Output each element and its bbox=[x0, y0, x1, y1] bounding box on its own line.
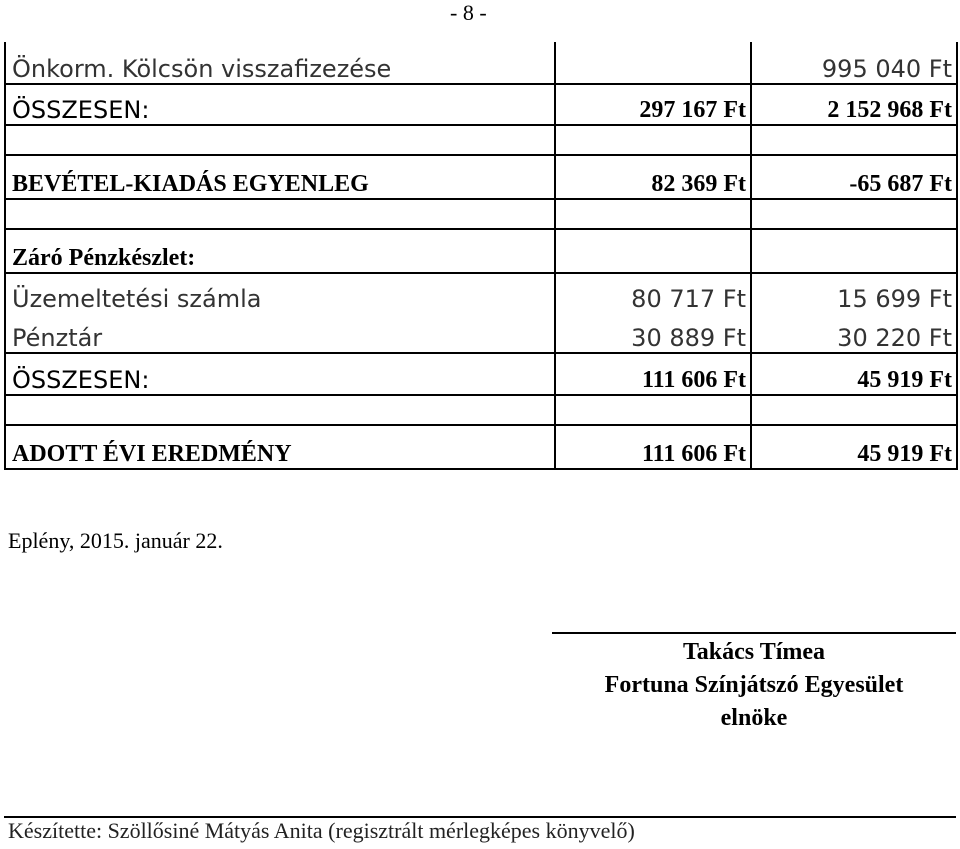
place-and-date: Eplény, 2015. január 22. bbox=[8, 528, 223, 553]
row-label: Önkorm. Kölcsön visszafizezése bbox=[5, 42, 555, 84]
footer-prepared-by: Készítette: Szöllősiné Mátyás Anita (regisztrált mérlegképes könyvelő) bbox=[8, 818, 635, 843]
table-row-spacer bbox=[5, 199, 957, 229]
row-value-col2: 80 717 Ft bbox=[555, 273, 751, 313]
signatory-name: Takács Tímea bbox=[682, 639, 826, 665]
row-value-col2: 82 369 Ft bbox=[555, 155, 751, 199]
row-value-col3: 15 699 Ft bbox=[751, 273, 957, 313]
table-row-total-cash bbox=[5, 353, 957, 395]
table-row-cash-desk bbox=[5, 313, 957, 353]
row-value-col2: 30 889 Ft bbox=[555, 313, 751, 353]
row-label: Pénztár bbox=[5, 313, 555, 353]
row-label: ÖSSZESEN: bbox=[5, 353, 555, 395]
row-label: Üzemeltetési számla bbox=[5, 273, 555, 313]
row-label: ÖSSZESEN: bbox=[5, 84, 555, 125]
row-value-col2: 111 606 Ft bbox=[555, 425, 751, 469]
table-row-total-expenses bbox=[5, 84, 957, 125]
table-row-loan-repayment bbox=[5, 42, 957, 84]
row-value-col2: 111 606 Ft bbox=[555, 353, 751, 395]
signatory-organization: Fortuna Színjátszó Egyesület bbox=[604, 672, 904, 698]
financial-summary-table bbox=[4, 42, 958, 470]
row-value-col3: 995 040 Ft bbox=[751, 42, 957, 84]
row-label: Záró Pénzkészlet: bbox=[5, 229, 555, 273]
signature-block bbox=[552, 636, 956, 735]
page-number: - 8 - bbox=[450, 0, 487, 25]
row-label: ADOTT ÉVI EREDMÉNY bbox=[5, 425, 555, 469]
table-row-balance bbox=[5, 155, 957, 199]
row-value-col2: 297 167 Ft bbox=[555, 84, 751, 125]
row-value-col3: -65 687 Ft bbox=[751, 155, 957, 199]
signatory-role: elnöke bbox=[720, 705, 788, 731]
table-row-annual-result bbox=[5, 425, 957, 469]
row-value-col3: 45 919 Ft bbox=[751, 425, 957, 469]
table-row-spacer bbox=[5, 125, 957, 155]
row-value-col3: 30 220 Ft bbox=[751, 313, 957, 353]
row-value-col2 bbox=[555, 42, 751, 84]
signature-line bbox=[552, 632, 956, 634]
row-value-col3: 2 152 968 Ft bbox=[751, 84, 957, 125]
table-row-operating-account bbox=[5, 273, 957, 313]
row-label: BEVÉTEL-KIADÁS EGYENLEG bbox=[5, 155, 555, 199]
table-row-closing-cash-heading bbox=[5, 229, 957, 273]
table-row-spacer bbox=[5, 395, 957, 425]
row-value-col3: 45 919 Ft bbox=[751, 353, 957, 395]
